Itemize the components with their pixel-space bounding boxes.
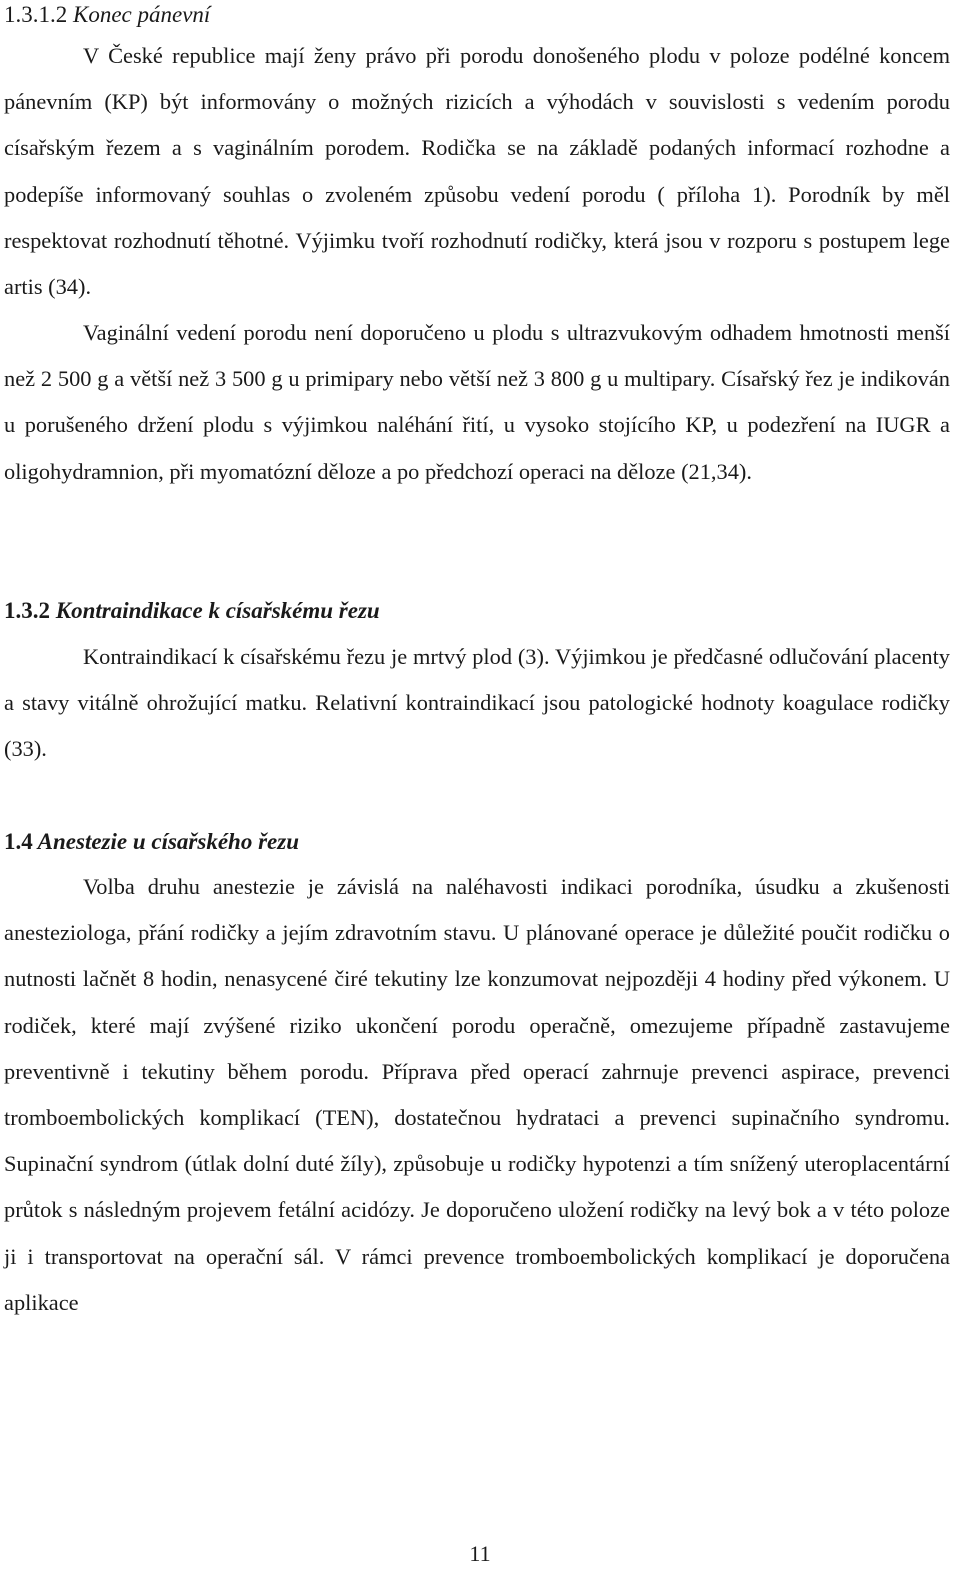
section-number: 1.4 xyxy=(4,829,33,854)
section-title: Kontraindikace k císařskému řezu xyxy=(55,598,380,623)
section-heading-kontraindikace xyxy=(4,597,380,625)
paragraph: Volba druhu anestezie je závislá na naléhavosti indikaci porodníka, úsudku a zkušenosti anesteziologa, přání rodičky a jejím zdravotním stavu. U plánované operace je důležité poučit rodičku o nutnosti lačnět 8 hodin, nenasycené čiré tekutiny lze konzumovat nejpozději 4 hodiny před výkonem. U rodiček, které mají zvýšené riziko ukončení porodu operačně, omezujeme případně zastavujeme preventivně i tekutiny během porodu. Příprava před operací zahrnuje prevenci aspirace, prevenci tromboembolických komplikací (TEN), dostatečnou hydrataci a prevenci supinačního syndromu. Supinační syndrom (útlak dolní duté žíly), způsobuje u rodičky hypotenzi a tím snížený uteroplacentární průtok s následným projevem fetální acidózy. Je doporučeno uložení rodičky na levý bok a v této poloze ji i transportovat na operační sál. V rámci prevence tromboembolických komplikací je doporučena aplikace xyxy=(4,874,950,1315)
section-number: 1.3.1.2 xyxy=(4,2,68,27)
section-title: Anestezie u císařského řezu xyxy=(37,829,299,854)
paragraph: Vaginální vedení porodu není doporučeno u plodu s ultrazvukovým odhadem hmotnosti menší než 2 500 g a větší než 3 500 g u primipary nebo větší než 3 800 g u multipary. Císařský řez je indikován u porušeného držení plodu s výjimkou naléhání řití, u vysoko stojícího KP, u podezření na IUGR a oligohydramnion, při myomatózní děloze a po předchozí operaci na děloze (21,34). xyxy=(4,320,950,484)
page-number: 11 xyxy=(469,1541,491,1566)
section-number: 1.3.2 xyxy=(4,598,50,623)
paragraph: V České republice mají ženy právo při porodu donošeného plodu v poloze podélné koncem pánevním (KP) být informovány o možných rizicích a výhodách v souvislosti s vedením porodu císařským řezem a s vaginálním porodem. Rodička se na základě podaných informací rozhodne a podepíše informovaný souhlas o zvoleném způsobu vedení porodu ( příloha 1). Porodník by měl respektovat rozhodnutí těhotné. Výjimku tvoří rozhodnutí rodičky, která jsou v rozporu s postupem lege artis (34). xyxy=(4,43,950,300)
section-title: Konec pánevní xyxy=(73,2,211,27)
section-heading-anestezie xyxy=(4,828,299,856)
section-heading-konec-panevni xyxy=(4,1,210,29)
paragraph: Kontraindikací k císařskému řezu je mrtvý plod (3). Výjimkou je předčasné odlučování placenty a stavy vitálně ohrožující matku. Relativní kontraindikací jsou patologické hodnoty koagulace rodičky (33). xyxy=(4,644,950,762)
